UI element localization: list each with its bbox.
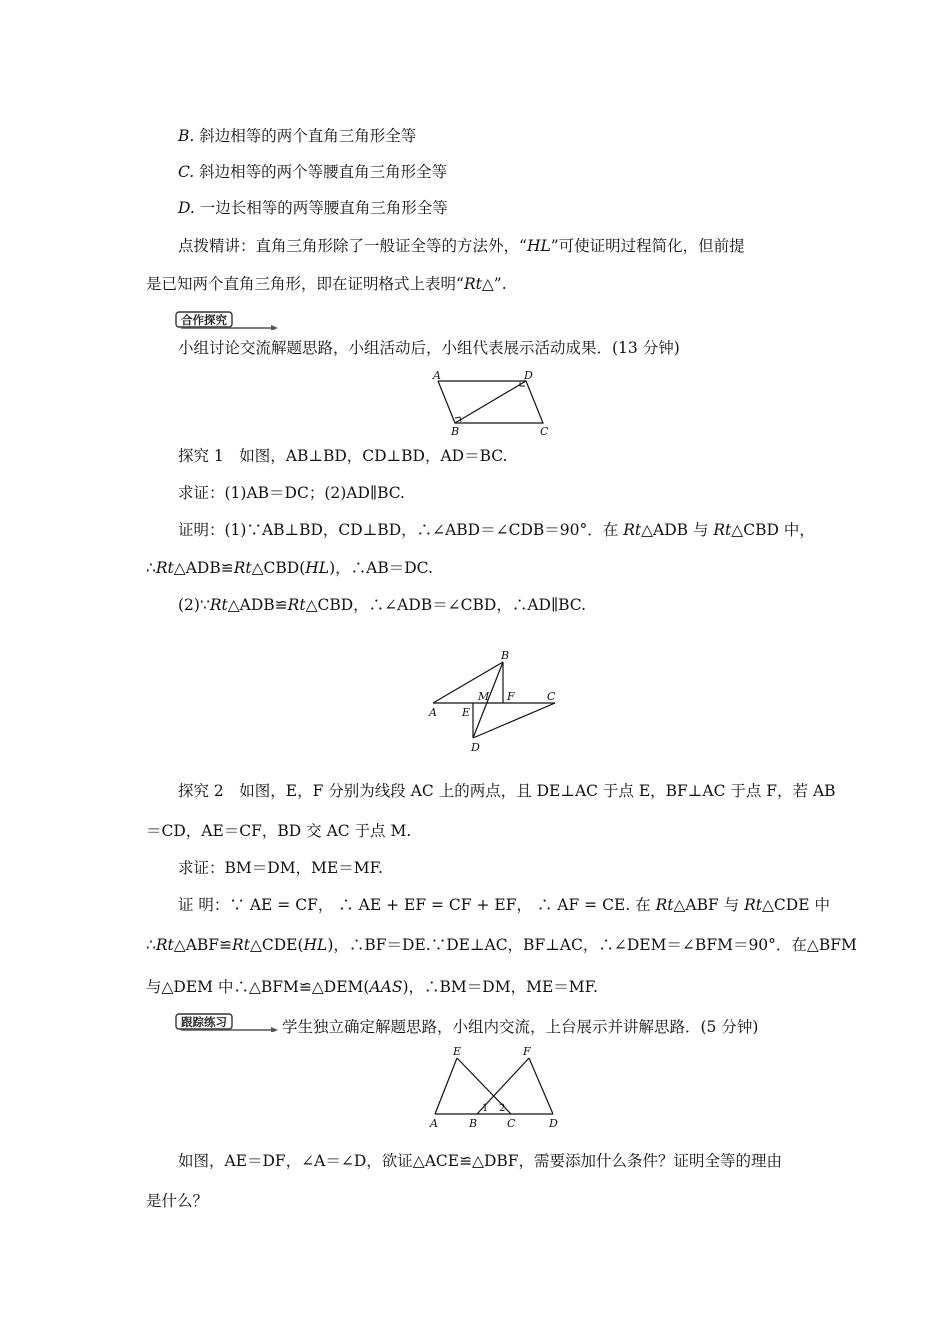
explore1-proof-1: [178, 519, 815, 541]
text-run: Rt: [232, 936, 250, 954]
explore2-proof-1: [178, 894, 830, 916]
fig2-label-c: C: [547, 690, 556, 703]
option-text: 斜边相等的两个直角三角形全等: [199, 127, 417, 145]
text-run: HL: [303, 936, 328, 954]
text-run: 证 明：∵ AE = CF， ∴ AE + EF = CF + EF， ∴ AF = CE. 在: [178, 896, 656, 914]
option-text: 一边长相等的两等腰直角三角形全等: [199, 199, 448, 217]
text-run: Rt: [463, 275, 482, 293]
badge-text: 跟踪练习: [181, 1015, 227, 1029]
text-run: △CBD，∴∠ADB＝∠CBD，∴AD∥BC.: [305, 596, 587, 614]
fig3-label-f: F: [523, 1045, 531, 1058]
text-run: Rt: [155, 559, 174, 577]
explore1-title: 探究 1 如图，AB⊥BD，CD⊥BD，AD＝BC.: [178, 447, 508, 465]
text-run: 点拨精讲：直角三角形除了一般证全等的方法外，“: [178, 237, 527, 255]
fig1-label-b: B: [451, 425, 460, 438]
text-run: Rt: [155, 936, 174, 954]
coop-intro: 小组讨论交流解题思路，小组活动后，小组代表展示活动成果．(13 分钟): [178, 339, 680, 357]
text-run: Rt: [233, 559, 252, 577]
explore2-proof-3: [146, 976, 598, 998]
badge-text: 合作探究: [181, 313, 227, 327]
fig1-label-c: C: [540, 425, 549, 438]
text-run: Rt: [713, 521, 732, 539]
figure-1: [428, 367, 558, 441]
section-badge-coop: [175, 310, 279, 330]
option-letter: B.: [178, 127, 195, 145]
text-run: △CDE(: [249, 936, 304, 954]
exercise-line-1: 如图，AE＝DF，∠A＝∠D，欲证△ACE≌△DBF，需要添加什么条件？证明全等的理由: [178, 1152, 783, 1170]
fig3-label-a: A: [430, 1117, 438, 1128]
text-run: Rt: [287, 596, 306, 614]
option-b: [178, 125, 416, 147]
text-run: 与△DEM 中∴△BFM≌△DEM(: [146, 978, 370, 996]
section-badge-track: [175, 1012, 279, 1032]
fig2-label-e: E: [462, 706, 471, 719]
explore1-proof-2: [146, 557, 433, 579]
text-run: Rt: [209, 596, 228, 614]
fig3-label-e: E: [453, 1045, 462, 1058]
fig2-label-f: F: [507, 690, 515, 703]
text-run: △ADB≌: [173, 559, 234, 577]
option-text: 斜边相等的两个等腰直角三角形全等: [199, 163, 448, 181]
fig3-segment-fd: [529, 1058, 553, 1114]
option-d: [178, 197, 448, 219]
text-run: ∴: [146, 936, 156, 954]
fig3-label-b: B: [469, 1117, 478, 1128]
text-run: HL: [305, 559, 330, 577]
text-run: 证明：(1)∵AB⊥BD，CD⊥BD，∴∠ABD＝∠CDB＝90°．在: [178, 521, 624, 539]
fig2-label-d: D: [471, 741, 480, 754]
tip-line-1: [178, 235, 745, 257]
option-c: [178, 161, 447, 183]
text-run: )，∴AB＝DC.: [329, 559, 433, 577]
text-run: (2)∵: [178, 596, 210, 614]
text-run: △ABF 与: [673, 896, 745, 914]
text-run: Rt: [623, 521, 642, 539]
fig1-diagonal-bd: [455, 381, 526, 423]
fig2-label-b: B: [501, 649, 510, 662]
text-run: △ABF≌: [173, 936, 233, 954]
text-run: ”可使证明过程简化，但前提: [550, 237, 745, 255]
figure-3: [425, 1044, 565, 1128]
text-run: HL: [526, 237, 551, 255]
fig3-segment-ae: [435, 1058, 457, 1114]
exercise-line-2: 是什么？: [146, 1192, 209, 1210]
explore2-title: 探究 2 如图，E，F 分别为线段 AC 上的两点，且 DE⊥AC 于点 E，BF⊥AC 于点 F，若 AB: [178, 782, 836, 800]
explore1-prove: 求证：(1)AB＝DC；(2)AD∥BC.: [178, 484, 405, 502]
figure-2: [425, 648, 565, 756]
fig1-label-d: D: [524, 369, 533, 382]
text-run: △ADB 与: [641, 521, 714, 539]
option-letter: C.: [178, 163, 195, 181]
text-run: 是已知两个直角三角形，即在证明格式上表明“: [146, 275, 464, 293]
fig2-label-a: A: [429, 706, 437, 719]
text-run: Rt: [744, 896, 762, 914]
explore1-proof-3: [178, 594, 586, 616]
text-run: △CDE 中: [762, 896, 830, 914]
option-letter: D.: [178, 199, 195, 217]
fig3-label-c: C: [507, 1117, 516, 1128]
explore2-title-cont: ＝CD，AE＝CF，BD 交 AC 于点 M.: [146, 822, 412, 840]
fig2-label-m: M: [478, 690, 490, 703]
text-run: )，∴BM＝DM，ME＝MF.: [402, 978, 598, 996]
tip-line-2: [146, 273, 507, 295]
fig3-angle-2: 2: [499, 1103, 506, 1114]
fig1-label-a: A: [433, 369, 441, 382]
text-run: △ADB≌: [227, 596, 288, 614]
track-intro: 学生独立确定解题思路，小组内交流，上台展示并讲解思路．(5 分钟): [282, 1018, 759, 1036]
text-run: △CBD(: [251, 559, 306, 577]
text-run: AAS: [369, 978, 403, 996]
explore2-proof-2: [146, 934, 857, 956]
text-run: △CBD 中，: [731, 521, 815, 539]
text-run: )，∴BF＝DE.∵DE⊥AC，BF⊥AC，∴∠DEM＝∠BFM＝90°．在△BFM: [327, 936, 857, 954]
fig2-segment-ab: [433, 662, 503, 703]
explore2-prove: 求证：BM＝DM，ME＝MF.: [178, 859, 383, 877]
text-run: △”.: [481, 275, 507, 293]
text-run: ∴: [146, 559, 156, 577]
text-run: Rt: [655, 896, 674, 914]
fig3-label-d: D: [549, 1117, 558, 1128]
fig3-angle-1: 1: [482, 1103, 489, 1114]
